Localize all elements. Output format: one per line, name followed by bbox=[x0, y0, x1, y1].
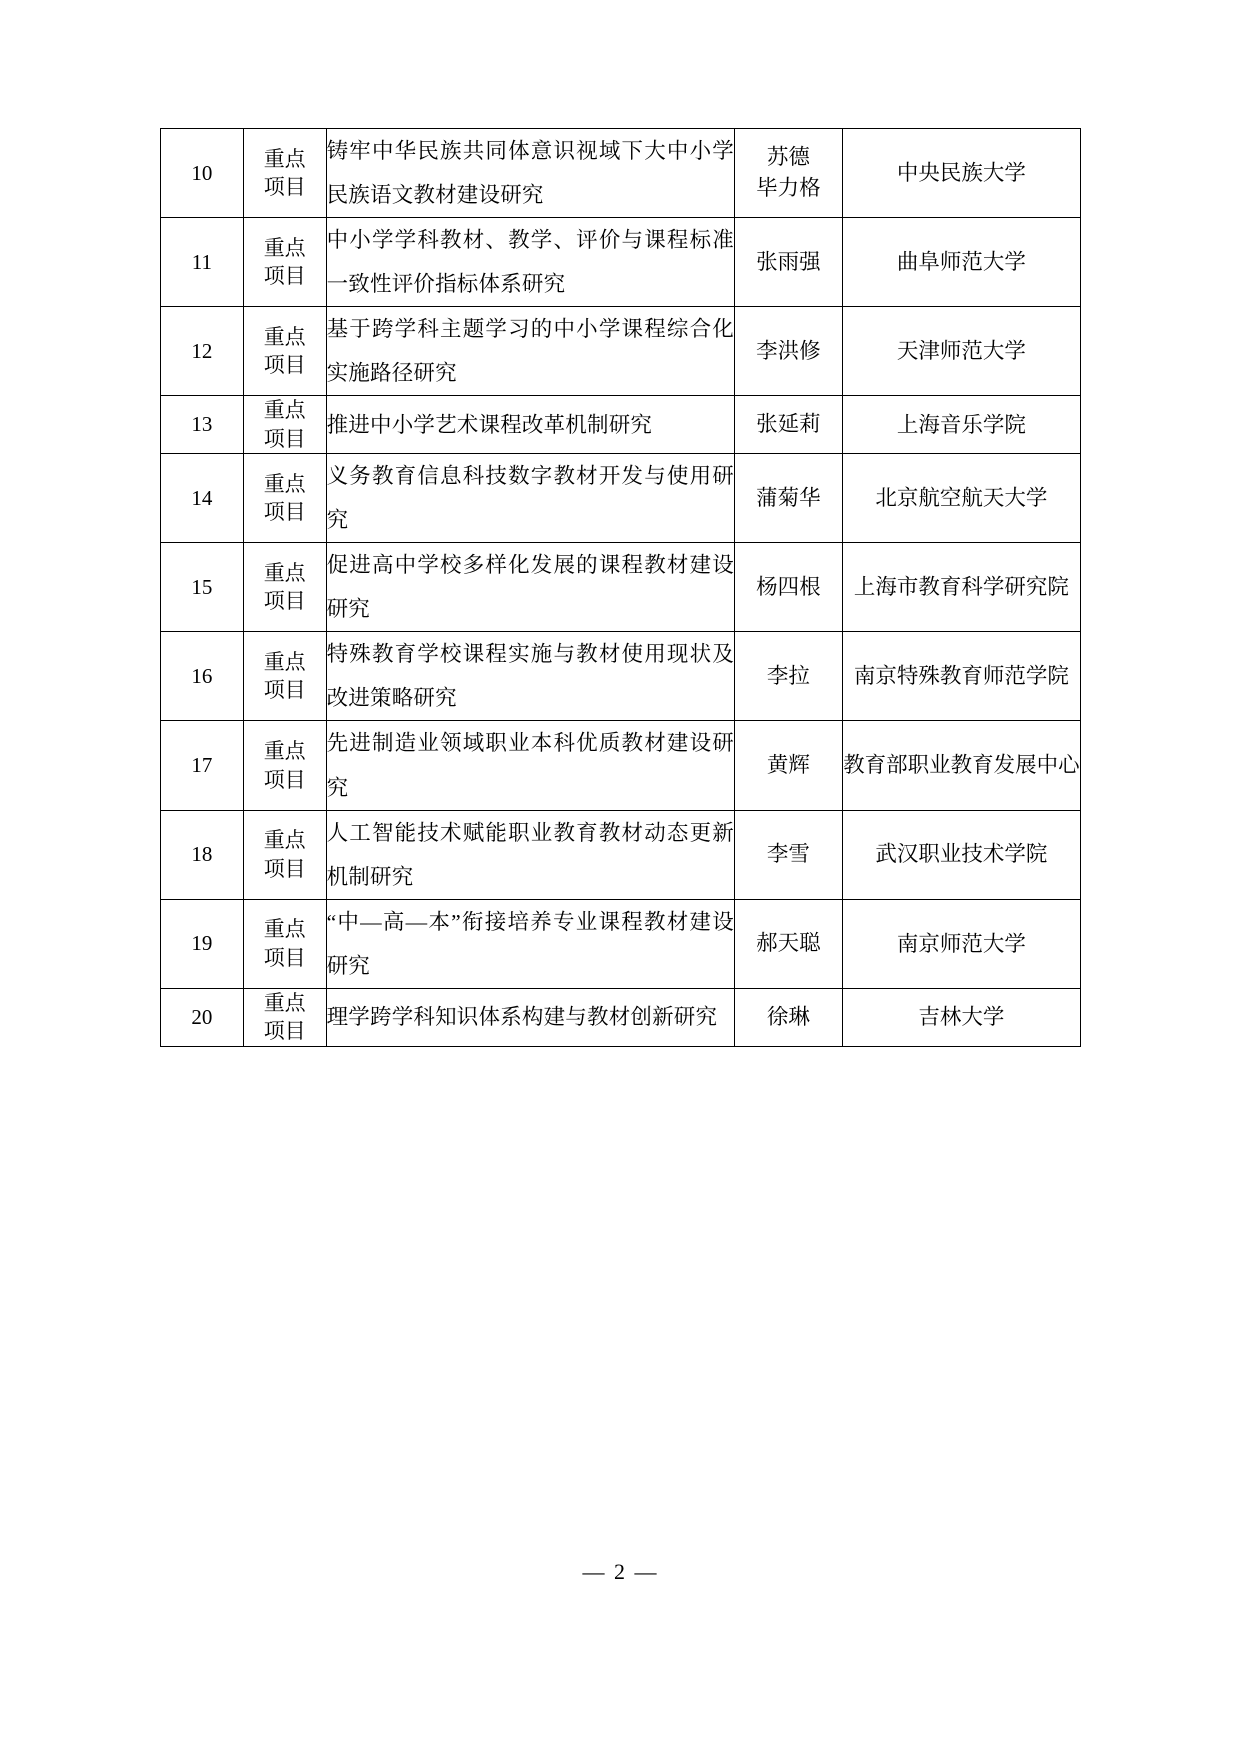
cell-project-title: “中—高—本”衔接培养专业课程教材建设研究 bbox=[326, 899, 734, 988]
cell-project-title: 推进中小学艺术课程改革机制研究 bbox=[326, 396, 734, 454]
cell-serial-number: 18 bbox=[161, 810, 244, 899]
principal-line-1: 张延莉 bbox=[756, 412, 821, 437]
cell-principal bbox=[734, 810, 842, 899]
project-type-line-1: 重点 bbox=[263, 739, 306, 764]
cell-project-type bbox=[243, 129, 326, 218]
cell-project-type bbox=[243, 899, 326, 988]
cell-project-title: 理学跨学科知识体系构建与教材创新研究 bbox=[326, 988, 734, 1046]
project-type-line-2: 项目 bbox=[263, 856, 306, 881]
cell-principal bbox=[734, 899, 842, 988]
cell-principal bbox=[734, 543, 842, 632]
project-type-line-1: 重点 bbox=[263, 990, 306, 1015]
page-number: — 2 — bbox=[582, 1559, 659, 1584]
cell-serial-number: 10 bbox=[161, 129, 244, 218]
project-type-line-2: 项目 bbox=[263, 767, 306, 792]
table-row bbox=[161, 543, 1081, 632]
cell-principal bbox=[734, 218, 842, 307]
project-type-line-1: 重点 bbox=[263, 235, 306, 260]
table-body bbox=[161, 129, 1081, 1047]
principal-line-1: 蒲菊华 bbox=[756, 485, 821, 510]
cell-project-type bbox=[243, 632, 326, 721]
cell-project-type bbox=[243, 810, 326, 899]
cell-project-title: 先进制造业领域职业本科优质教材建设研究 bbox=[326, 721, 734, 810]
project-type-line-1: 重点 bbox=[263, 324, 306, 349]
principal-line-2: 毕力格 bbox=[756, 176, 821, 201]
cell-project-title: 促进高中学校多样化发展的课程教材建设研究 bbox=[326, 543, 734, 632]
cell-organization: 天津师范大学 bbox=[842, 307, 1080, 396]
principal-line-1: 郝天聪 bbox=[756, 931, 821, 956]
project-type-line-2: 项目 bbox=[263, 426, 306, 451]
cell-principal bbox=[734, 721, 842, 810]
cell-principal bbox=[734, 988, 842, 1046]
cell-principal bbox=[734, 454, 842, 543]
cell-project-title: 铸牢中华民族共同体意识视域下大中小学民族语文教材建设研究 bbox=[326, 129, 734, 218]
principal-line-1: 杨四根 bbox=[756, 574, 821, 599]
principal-line-1: 李洪修 bbox=[756, 338, 821, 363]
cell-project-type bbox=[243, 454, 326, 543]
cell-project-title: 人工智能技术赋能职业教育教材动态更新机制研究 bbox=[326, 810, 734, 899]
cell-principal bbox=[734, 307, 842, 396]
cell-organization: 武汉职业技术学院 bbox=[842, 810, 1080, 899]
cell-organization: 上海音乐学院 bbox=[842, 396, 1080, 454]
project-type-line-2: 项目 bbox=[263, 678, 306, 703]
cell-organization: 上海市教育科学研究院 bbox=[842, 543, 1080, 632]
table-row bbox=[161, 307, 1081, 396]
cell-project-type bbox=[243, 218, 326, 307]
cell-project-type bbox=[243, 721, 326, 810]
project-type-line-2: 项目 bbox=[263, 945, 306, 970]
cell-organization: 教育部职业教育发展中心 bbox=[842, 721, 1080, 810]
project-type-line-1: 重点 bbox=[263, 146, 306, 171]
cell-principal bbox=[734, 632, 842, 721]
cell-project-title: 中小学学科教材、教学、评价与课程标准一致性评价指标体系研究 bbox=[326, 218, 734, 307]
cell-serial-number: 13 bbox=[161, 396, 244, 454]
table-row bbox=[161, 721, 1081, 810]
table-row bbox=[161, 218, 1081, 307]
project-type-line-1: 重点 bbox=[263, 828, 306, 853]
project-type-line-2: 项目 bbox=[263, 353, 306, 378]
cell-serial-number: 16 bbox=[161, 632, 244, 721]
cell-organization: 吉林大学 bbox=[842, 988, 1080, 1046]
project-type-line-1: 重点 bbox=[263, 398, 306, 423]
cell-serial-number: 20 bbox=[161, 988, 244, 1046]
project-type-line-1: 重点 bbox=[263, 560, 306, 585]
principal-line-1: 李雪 bbox=[766, 842, 810, 867]
project-type-line-2: 项目 bbox=[263, 1019, 306, 1044]
project-type-line-1: 重点 bbox=[263, 471, 306, 496]
cell-organization: 南京师范大学 bbox=[842, 899, 1080, 988]
cell-project-type bbox=[243, 543, 326, 632]
table-row bbox=[161, 632, 1081, 721]
cell-organization: 北京航空航天大学 bbox=[842, 454, 1080, 543]
cell-serial-number: 14 bbox=[161, 454, 244, 543]
cell-project-title: 基于跨学科主题学习的中小学课程综合化实施路径研究 bbox=[326, 307, 734, 396]
cell-principal bbox=[734, 129, 842, 218]
project-type-line-1: 重点 bbox=[263, 650, 306, 675]
project-type-line-2: 项目 bbox=[263, 500, 306, 525]
cell-project-type bbox=[243, 396, 326, 454]
project-type-line-1: 重点 bbox=[263, 917, 306, 942]
cell-serial-number: 15 bbox=[161, 543, 244, 632]
cell-project-type bbox=[243, 307, 326, 396]
project-list-table bbox=[160, 128, 1081, 1047]
cell-organization: 中央民族大学 bbox=[842, 129, 1080, 218]
cell-organization: 南京特殊教育师范学院 bbox=[842, 632, 1080, 721]
principal-line-1: 黄辉 bbox=[766, 752, 810, 777]
principal-line-1: 张雨强 bbox=[756, 249, 821, 274]
cell-project-type bbox=[243, 988, 326, 1046]
table-row bbox=[161, 396, 1081, 454]
cell-project-title: 特殊教育学校课程实施与教材使用现状及改进策略研究 bbox=[326, 632, 734, 721]
table-row bbox=[161, 810, 1081, 899]
cell-principal bbox=[734, 396, 842, 454]
principal-line-1: 苏德 bbox=[766, 144, 810, 169]
table-row bbox=[161, 899, 1081, 988]
principal-line-1: 李拉 bbox=[766, 663, 810, 688]
project-type-line-2: 项目 bbox=[263, 589, 306, 614]
cell-serial-number: 11 bbox=[161, 218, 244, 307]
project-type-line-2: 项目 bbox=[263, 264, 306, 289]
cell-serial-number: 12 bbox=[161, 307, 244, 396]
table-row bbox=[161, 129, 1081, 218]
cell-serial-number: 17 bbox=[161, 721, 244, 810]
project-type-line-2: 项目 bbox=[263, 175, 306, 200]
table-row bbox=[161, 988, 1081, 1046]
cell-serial-number: 19 bbox=[161, 899, 244, 988]
table-row bbox=[161, 454, 1081, 543]
principal-line-1: 徐琳 bbox=[766, 1004, 810, 1029]
cell-project-title: 义务教育信息科技数字教材开发与使用研究 bbox=[326, 454, 734, 543]
cell-organization: 曲阜师范大学 bbox=[842, 218, 1080, 307]
